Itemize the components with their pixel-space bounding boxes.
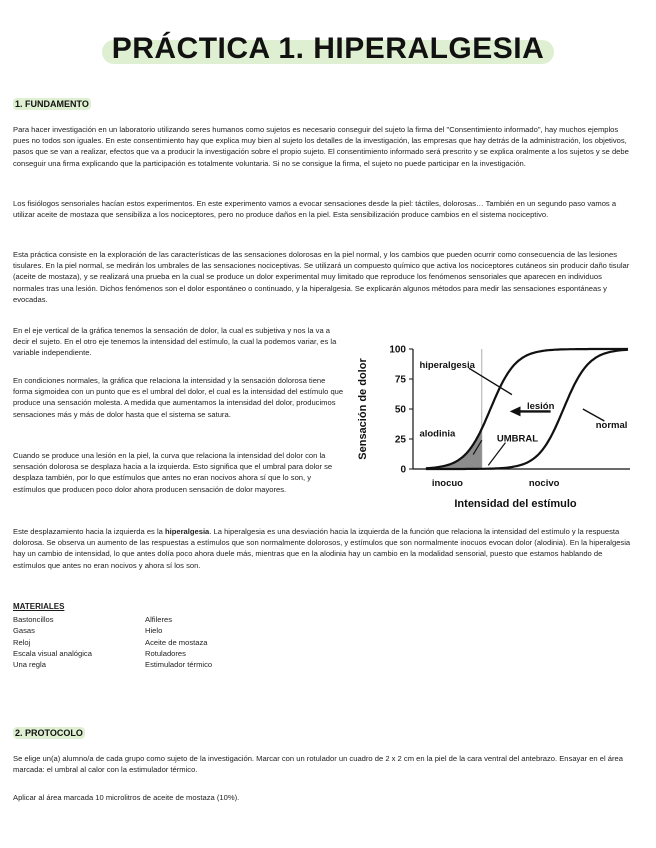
paragraph-aceite: Aplicar al área marcada 10 microlitros de aceite de mostaza (10%). (13, 793, 240, 802)
section-heading-fundamento: 1. FUNDAMENTO (15, 99, 89, 109)
x-region-label-nocivo: nocivo (528, 478, 560, 489)
annotation-umbral: UMBRAL (496, 433, 539, 445)
paragraph-consentimiento: Para hacer investigación en un laboratorio utilizando seres humanos como sujetos es necesario conseguir del sujeto la firma del "Consentimiento informado", hay muchos ejemplos pues no todos son iguales. En este consentimiento hay que explica muy bien al sujeto los detalles de la investigación, las empresas que hay detrás de la administración, los objetivos, pasos que se van a realizar, efectos que va a producir la investigación sobre el propio sujeto. El consentimiento informado será prescrito y se explica oralmente a los sujetos y se debe conseguir una firma explicando que la participación es totalmente voluntaria. Si no se consigue la firma, el sujeto no puede participar en la investigación. (13, 125, 629, 168)
title-wrap (0, 32, 656, 66)
materiales-column-2 (145, 614, 212, 670)
paragraph-condiciones-normales: En condiciones normales, la gráfica que relaciona la intensidad y la sensación dolorosa tiene forma sigmoidea con un punto que es el umbral del dolor, el cual es la intensidad del estímulo que produce una sensación molesta. A medida que aumentamos la intensidad del dolor, producimos sensaciones más y más de dolor hasta que el sistema se satura. (13, 376, 344, 419)
paragraph-eje-vertical: En el eje vertical de la gráfica tenemos la sensación de dolor, la cual es subjetiva y nos la va a decir el sujeto. En el otro eje tenemos la intensidad del estímulo, la cual la podemos variar, es la variable independiente. (13, 326, 337, 358)
material-item: Estimulador térmico (145, 660, 213, 670)
materiales-title: MATERIALES (13, 602, 65, 611)
y-tick-label: 100 (389, 344, 406, 356)
y-axis-label: Sensación de dolor (357, 358, 369, 460)
hiperalgesia-term: hiperalgesia (164, 527, 210, 536)
page-title: PRÁCTICA 1. HIPERALGESIA (100, 32, 557, 66)
material-item: Una regla (13, 660, 46, 670)
x-region-label-inocuo: inocuo (431, 478, 463, 489)
annotation-lesion: lesión (526, 401, 555, 412)
paragraph-hiperalgesia: Este desplazamiento hacia la izquierda es la hiperalgesia. La hiperalgesia es una desviación hacia la izquierda de la función que relaciona la intensidad del estímulo y la respuesta dolorosa. Se observa un aumento de las respuestas a estímulos que son normalmente dolorosos, y estímulos que son normalmente inocuos evocan dolor (alodinia). En la hiperalgesia hay un cambio de intensidad, lo que antes dolía poco ahora duele más, mientras que en la alodinia hay un cambio en la modalidad sensorial, puesto que estamos hablando de estímulos que antes no eran nocivos y ahora sí los son. (13, 527, 631, 570)
lesion-arrow-head (510, 406, 521, 416)
material-item: Rotuladores (145, 648, 186, 658)
annotation-hiperalgesia: hiperalgesia (419, 360, 475, 372)
material-item: Bastoncillos (13, 615, 54, 624)
section-heading-protocolo: 2. PROTOCOLO (15, 728, 83, 738)
umbral-pointer (488, 443, 505, 466)
paragraph-practica: Esta práctica consiste en la exploración de las características de las sensaciones dolorosas en la piel normal, y los cambios que pueden ocurrir como consecuencia de las lesiones tisulares. En la piel normal, se medirán los umbrales de las sensaciones nociceptivas. Se utilizará un compuesto químico que activa los nociceptores cutáneos sin producir daño tisular (aceite de mostaza), y se realizará una prueba en la cual se produce un dolor experimental muy limitado que reproduce los fenómenos sensoriales que aparecen en individuos normales tras una lesión. Dichos fenómenos son el dolor espontáneo o continuado, y la hiperalgesia. Se explicarán algunos métodos para medir las sensaciones espontáneas y evocadas. (13, 250, 630, 304)
hiperalgesia-pointer (469, 368, 512, 394)
paragraph-protocolo: Se elige un(a) alumno/a de cada grupo como sujeto de la investigación. Marcar con un rotulador un cuadro de 2 x 2 cm en la piel de la cara ventral del antebrazo. Ensayar en el área marcada: el umbral al calor con la estimulador térmico. (13, 754, 623, 775)
material-item: Alfileres (145, 615, 173, 624)
material-item: Escala visual analógica (13, 648, 92, 658)
materiales-column-1 (13, 614, 92, 670)
hyperalgesia-chart (350, 335, 640, 515)
annotation-alodinia: alodinia (419, 428, 456, 440)
material-item: Hielo (145, 626, 163, 636)
y-tick-label: 25 (394, 434, 406, 446)
y-tick-label: 50 (394, 404, 406, 416)
y-tick-label: 0 (400, 464, 406, 476)
paragraph-fisiologos: Los fisiólogos sensoriales hacían estos experimentos. En este experimento vamos a evocar sensaciones desde la piel: táctiles, dolorosas… También en un segundo paso vamos a utilizar aceite de mostaza que sensibiliza a los nociceptores, pero no produce daños en la piel. Esta sensibilización produce cambios en el sistema nociceptivo. (13, 199, 617, 220)
annotation-normal: normal (595, 420, 628, 432)
material-item: Aceite de mostaza (145, 637, 208, 647)
material-item: Gasas (13, 626, 35, 636)
material-item: Reloj (13, 637, 31, 647)
normal-pointer (583, 409, 605, 421)
x-axis-label: Intensidad del estímulo (454, 498, 577, 510)
paragraph-lesion: Cuando se produce una lesión en la piel, la curva que relaciona la intensidad del dolor con la sensación dolorosa se desplaza hacia a la izquierda. Esto significa que el umbral para dolor se desplaza también, por lo que estímulos que antes no eran nocivos ahora sí que lo son, y estímulos que producen poco dolor ahora producen sensación de dolor mayores. (13, 451, 333, 494)
y-tick-label: 75 (394, 374, 406, 386)
